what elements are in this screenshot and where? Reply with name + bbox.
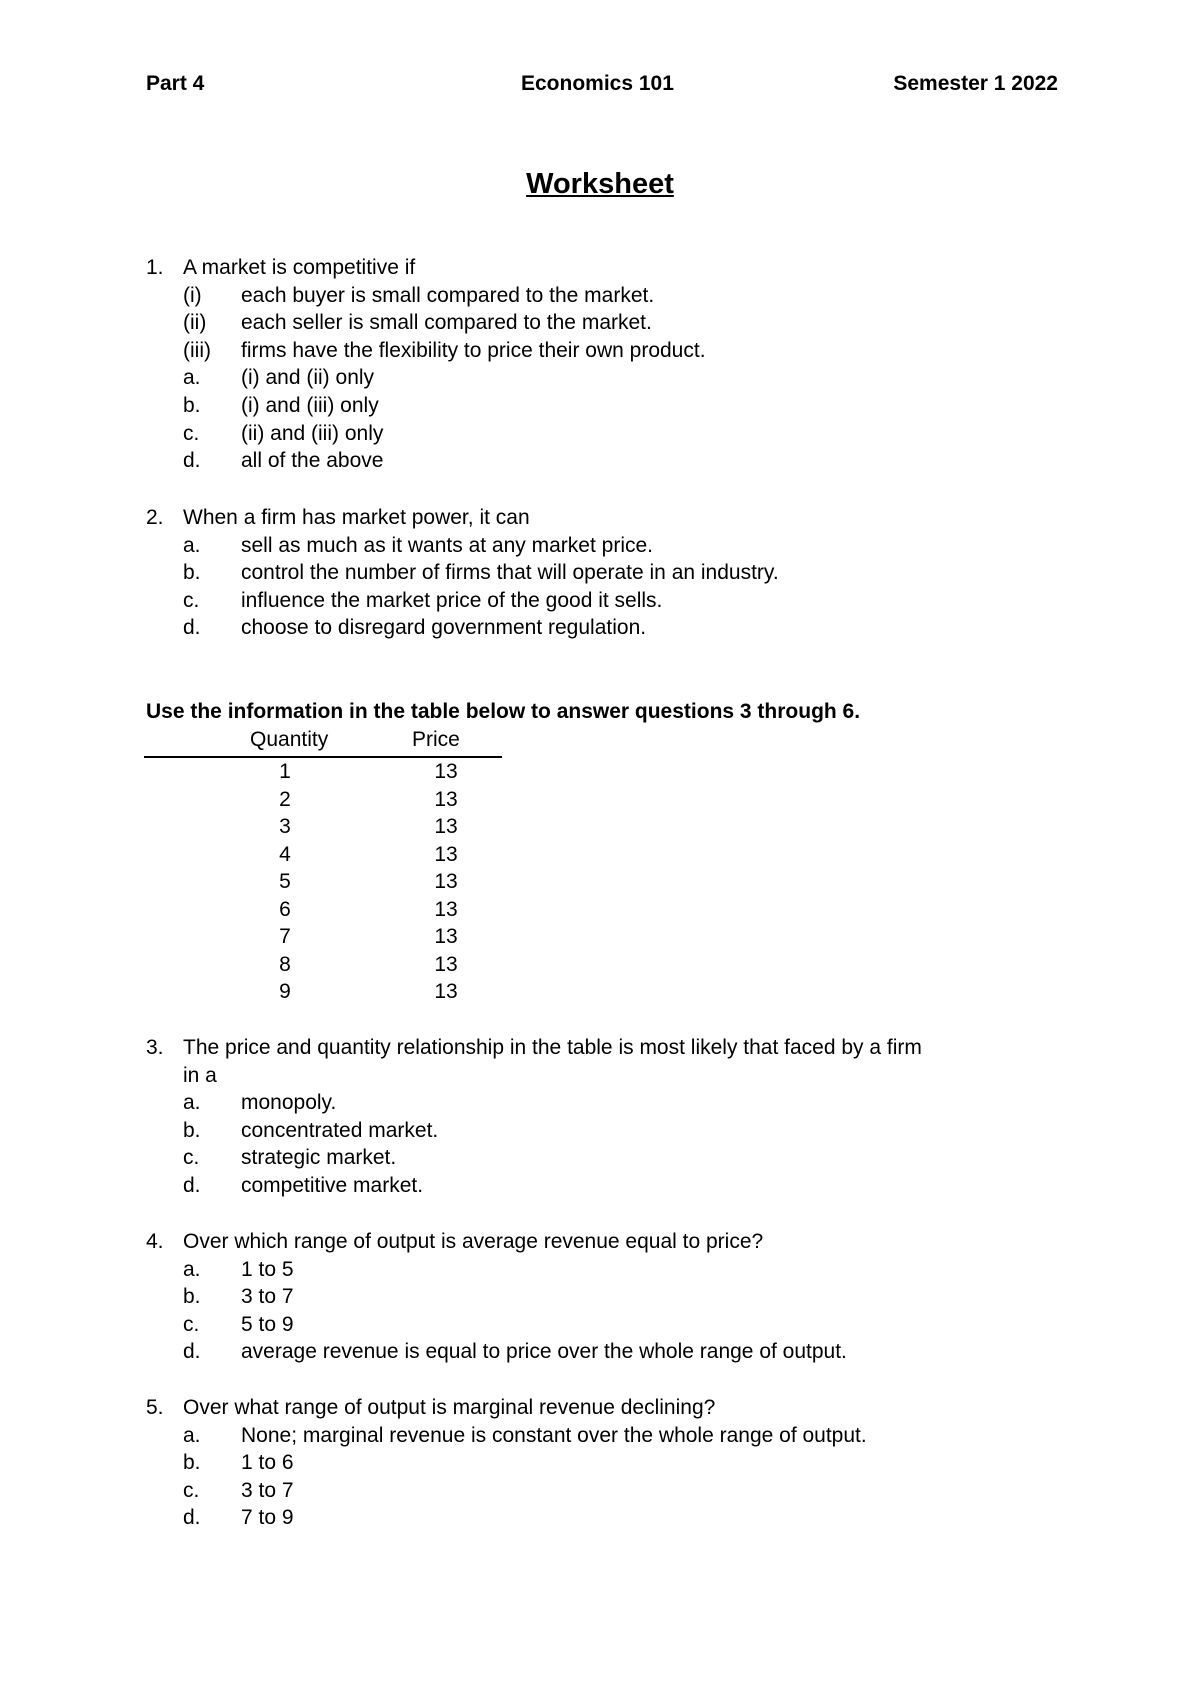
statement-label: (iii) xyxy=(183,338,211,362)
table-row xyxy=(144,841,502,869)
table-row xyxy=(144,951,502,979)
option-b xyxy=(146,1449,1066,1477)
quantity-cell: 8 xyxy=(279,952,291,976)
question-number: 4. xyxy=(146,1230,164,1253)
table-row xyxy=(144,923,502,951)
price-cell: 13 xyxy=(434,897,458,921)
option-b xyxy=(146,1117,1066,1145)
option-text: choose to disregard government regulation. xyxy=(241,616,647,640)
option-label: b. xyxy=(183,561,201,585)
option-label: c. xyxy=(183,1312,200,1336)
option-label: c. xyxy=(183,588,200,612)
option-text: 3 to 7 xyxy=(241,1285,294,1309)
quantity-cell: 3 xyxy=(279,815,291,838)
option-label: b. xyxy=(183,393,201,417)
option-label: a. xyxy=(183,533,201,557)
option-text: 1 to 5 xyxy=(241,1257,294,1281)
option-text: 5 to 9 xyxy=(241,1312,294,1336)
quantity-price-table xyxy=(144,728,502,1006)
option-label: d. xyxy=(183,1173,201,1197)
option-text: strategic market. xyxy=(241,1146,397,1170)
option-d xyxy=(146,1504,1066,1532)
question-text: When a firm has market power, it can xyxy=(183,506,530,529)
question-number: 2. xyxy=(146,506,164,529)
question-5 xyxy=(146,1394,1066,1532)
question-text: A market is competitive if xyxy=(183,256,416,279)
statement-label: (i) xyxy=(183,283,202,307)
question-text: Over which range of output is average revenue equal to price? xyxy=(183,1230,764,1253)
price-cell: 13 xyxy=(434,787,458,811)
option-text: monopoly. xyxy=(241,1091,337,1115)
option-a xyxy=(146,532,1066,560)
question-2-stem xyxy=(146,504,1066,532)
option-label: b. xyxy=(183,1451,201,1475)
table-row xyxy=(144,978,502,1006)
question-3-stem xyxy=(146,1034,1066,1062)
question-text: Over what range of output is marginal revenue declining? xyxy=(183,1396,716,1419)
option-label: c. xyxy=(183,421,200,445)
option-c xyxy=(146,587,1066,615)
price-cell: 13 xyxy=(434,870,458,893)
question-1 xyxy=(146,254,1066,475)
statement-text: firms have the flexibility to price their own product. xyxy=(241,338,706,362)
option-d xyxy=(146,614,1066,642)
quantity-cell: 9 xyxy=(279,980,291,1003)
column-header-quantity: Quantity xyxy=(250,728,329,751)
option-text: (i) and (iii) only xyxy=(241,393,379,417)
question-number: 3. xyxy=(146,1036,164,1059)
option-label: d. xyxy=(183,616,201,640)
table-instruction: Use the information in the table below to answer questions 3 through 6. xyxy=(146,700,861,723)
option-text: 1 to 6 xyxy=(241,1451,294,1475)
price-cell: 13 xyxy=(434,842,458,866)
option-label: a. xyxy=(183,1423,201,1447)
quantity-cell: 6 xyxy=(279,897,291,921)
statement-i xyxy=(146,282,1066,310)
option-text: (i) and (ii) only xyxy=(241,366,375,390)
question-4-stem xyxy=(146,1228,1066,1256)
header-semester: Semester 1 2022 xyxy=(893,72,1058,95)
option-a xyxy=(146,1256,1066,1284)
question-5-stem xyxy=(146,1394,1066,1422)
table-row xyxy=(144,813,502,841)
option-text: sell as much as it wants at any market price. xyxy=(241,533,653,557)
quantity-cell: 1 xyxy=(279,760,291,783)
option-text: all of the above xyxy=(241,449,384,473)
option-b xyxy=(146,1283,1066,1311)
option-c xyxy=(146,1311,1066,1339)
table-header-row xyxy=(144,728,502,758)
option-label: b. xyxy=(183,1118,201,1142)
option-b xyxy=(146,559,1066,587)
table-row xyxy=(144,786,502,814)
header-part: Part 4 xyxy=(146,72,205,95)
table-row xyxy=(144,868,502,896)
option-text: influence the market price of the good it sells. xyxy=(241,588,663,612)
question-2 xyxy=(146,504,1066,642)
column-header-price: Price xyxy=(412,728,460,751)
quantity-cell: 4 xyxy=(279,842,291,866)
question-number: 1. xyxy=(146,256,164,279)
statement-label: (ii) xyxy=(183,311,207,335)
quantity-cell: 7 xyxy=(279,925,291,948)
question-text-line-1: The price and quantity relationship in the table is most likely that faced by a firm xyxy=(183,1036,922,1059)
statement-ii xyxy=(146,309,1066,337)
option-text: average revenue is equal to price over the whole range of output. xyxy=(241,1340,847,1364)
option-label: d. xyxy=(183,449,201,473)
option-text: 3 to 7 xyxy=(241,1478,294,1502)
page-header xyxy=(146,72,1058,100)
option-a xyxy=(146,1089,1066,1117)
option-label: d. xyxy=(183,1340,201,1364)
price-cell: 13 xyxy=(434,925,458,948)
option-d xyxy=(146,1338,1066,1366)
header-course: Economics 101 xyxy=(521,72,674,95)
option-label: a. xyxy=(183,1257,201,1281)
statement-iii xyxy=(146,337,1066,365)
question-4 xyxy=(146,1228,1066,1366)
question-3-stem-cont xyxy=(146,1062,1066,1090)
statement-text: each seller is small compared to the market. xyxy=(241,311,652,335)
option-text: control the number of firms that will operate in an industry. xyxy=(241,561,779,585)
option-c xyxy=(146,1477,1066,1505)
option-d xyxy=(146,447,1066,475)
quantity-cell: 5 xyxy=(279,870,291,893)
option-label: b. xyxy=(183,1285,201,1309)
price-cell: 13 xyxy=(434,815,458,838)
question-3 xyxy=(146,1034,1066,1200)
option-text: None; marginal revenue is constant over the whole range of output. xyxy=(241,1423,867,1447)
option-text: (ii) and (iii) only xyxy=(241,421,384,445)
option-c xyxy=(146,420,1066,448)
option-d xyxy=(146,1172,1066,1200)
option-label: a. xyxy=(183,1091,201,1115)
price-cell: 13 xyxy=(434,952,458,976)
option-c xyxy=(146,1144,1066,1172)
option-text: 7 to 9 xyxy=(241,1506,294,1530)
option-label: a. xyxy=(183,366,201,390)
table-row xyxy=(144,896,502,924)
quantity-cell: 2 xyxy=(279,787,291,811)
option-b xyxy=(146,392,1066,420)
option-label: c. xyxy=(183,1146,200,1170)
option-label: d. xyxy=(183,1506,201,1530)
page-title: Worksheet xyxy=(526,168,674,200)
option-text: competitive market. xyxy=(241,1173,424,1197)
table-row xyxy=(144,758,502,786)
option-a xyxy=(146,1422,1066,1450)
option-text: concentrated market. xyxy=(241,1118,439,1142)
statement-text: each buyer is small compared to the market. xyxy=(241,283,655,307)
price-cell: 13 xyxy=(434,980,458,1003)
option-label: c. xyxy=(183,1478,200,1502)
question-number: 5. xyxy=(146,1396,164,1419)
question-text-line-2: in a xyxy=(183,1063,217,1087)
price-cell: 13 xyxy=(434,760,458,783)
option-a xyxy=(146,364,1066,392)
question-1-stem xyxy=(146,254,1066,282)
